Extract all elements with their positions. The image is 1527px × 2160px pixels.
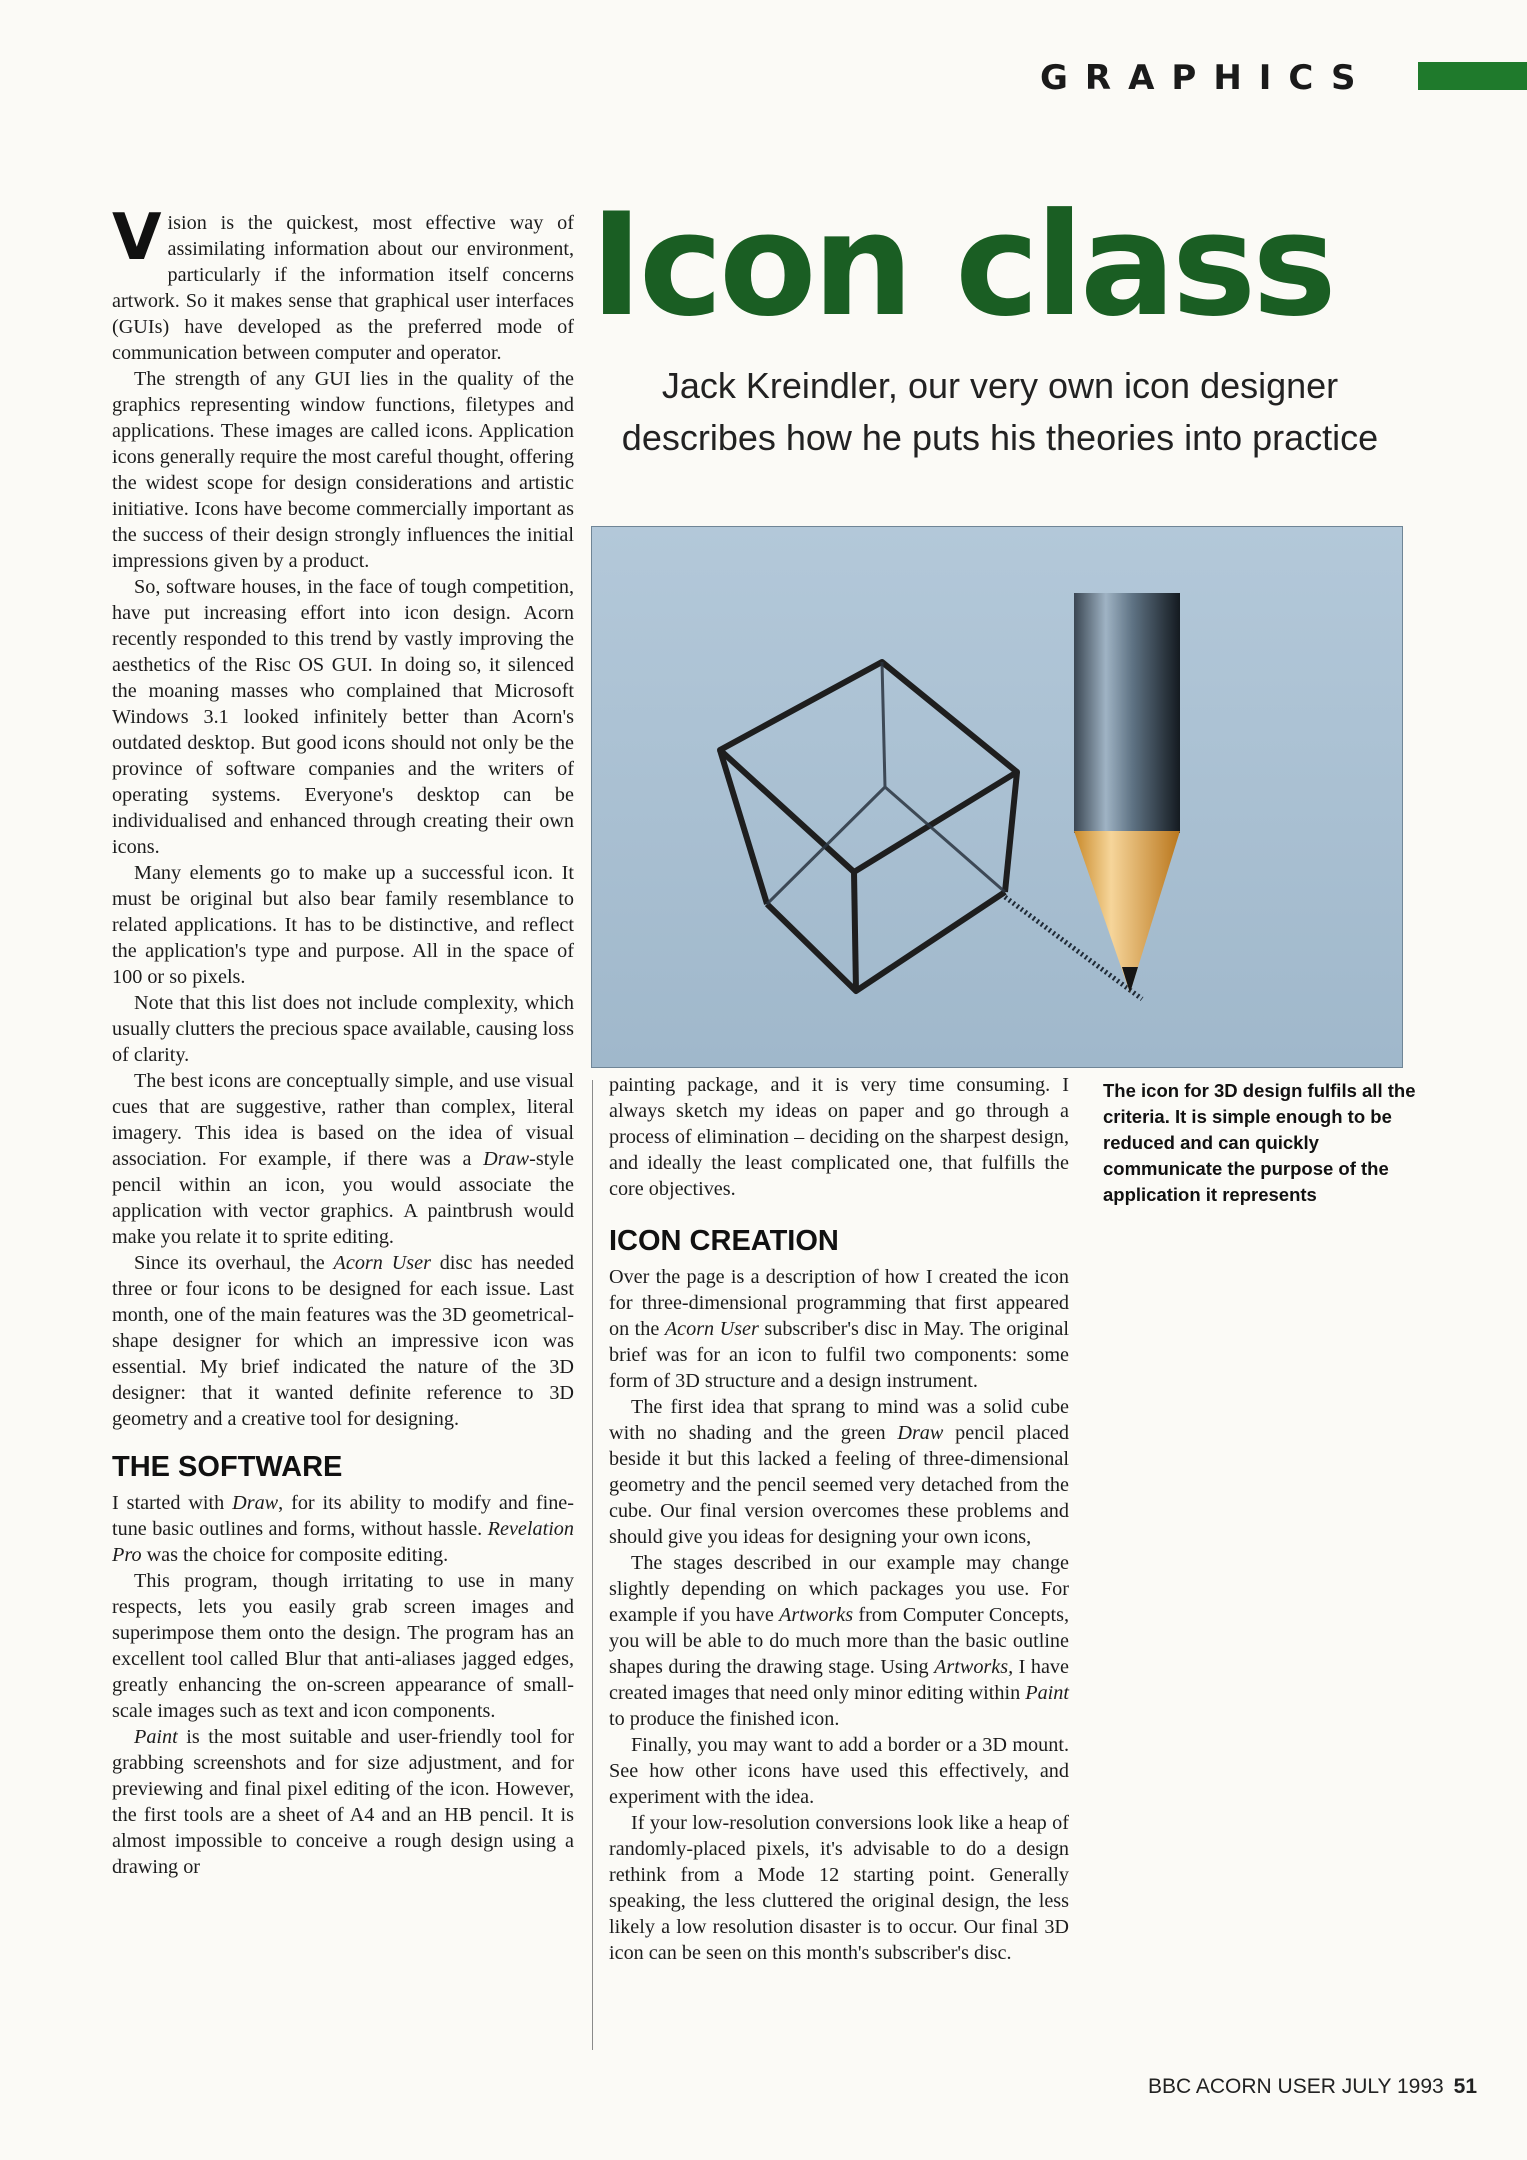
paragraph: The strength of any GUI lies in the quality of the graphics representing window functions, filetypes and applications. These images are called icons. Application icons generally require the most careful thought, offering the widest scope for design considerations and artistic initiative. Icons have become commercially important as the success of their design strongly influences the initial impressions given by a product. — [112, 368, 574, 572]
paragraph: The stages described in our example may change slightly depending on which packages you use. For example if you have Artworks from Computer Concepts, you will be able to do much more than the basic outline shapes during the drawing stage. Using Artworks, I have created images that need only minor editing within Paint to produce the finished icon. — [609, 1552, 1069, 1730]
article-title: Icon class — [590, 183, 1333, 348]
paragraph: Since its overhaul, the Acorn User disc has needed three or four icons to be designed for each issue. Last month, one of the main features was the 3D geometrical-shape designer for which an impressive icon was essential. My brief indicated the nature of the 3D designer: that it wanted definite reference to 3D geometry and a creative tool for designing. — [112, 1252, 574, 1430]
paragraph: Finally, you may want to add a border or a 3D mount. See how other icons have used this effectively, and experiment with the idea. — [609, 1734, 1069, 1808]
subhead-icon-creation: ICON CREATION — [609, 1225, 839, 1257]
section-label: GRAPHICS — [1040, 58, 1373, 98]
cube-and-pencil-icon — [592, 527, 1402, 1067]
standfirst — [590, 360, 1410, 464]
paragraph: Paint is the most suitable and user-friendly tool for grabbing screenshots and for size adjustment, and for previewing and final pixel editing of the icon. However, the first tools are a sheet of A4 and an HB pencil. It is almost impossible to conceive a rough design using a drawing or — [112, 1726, 574, 1878]
paragraph: Many elements go to make up a successful icon. It must be original but also bear family resemblance to related applications. It has to be distinctive, and reflect the application's type and purpose. All in the space of 100 or so pixels. — [112, 862, 574, 988]
paragraph: So, software houses, in the face of tough competition, have put increasing effort into icon design. Acorn recently responded to this trend by vastly improving the aesthetics of the Risc OS GUI. In doing so, it silenced the moaning masses who complained that Microsoft Windows 3.1 looked infinitely better than Acorn's outdated desktop. But good icons should not only be the province of software companies and the writers of operating systems. Everyone's desktop can be individualised and enhanced through creating their own icons. — [112, 576, 574, 858]
paragraph: Over the page is a description of how I created the icon for three-dimensional programming that first appeared on the Acorn User subscriber's disc in May. The original brief was for an icon to fulfil two components: some form of 3D structure and a design instrument. — [609, 1266, 1069, 1392]
page-number: 51 — [1453, 2075, 1478, 2098]
column-rule — [592, 1080, 593, 2050]
subhead-the-software: THE SOFTWARE — [112, 1451, 343, 1483]
drop-cap: V — [112, 201, 162, 275]
article-figure — [591, 526, 1403, 1068]
paragraph: I started with Draw, for its ability to modify and fine-tune basic outlines and forms, without hassle. Revelation Pro was the choice for composite editing. — [112, 1492, 574, 1566]
paragraph: If your low-resolution conversions look like a heap of randomly-placed pixels, it's advisable to do a design rethink from a Mode 12 starting point. Generally speaking, the less cluttered the original design, the less likely a low resolution disaster is to occur. Our final 3D icon can be seen on this month's subscriber's disc. — [609, 1812, 1069, 1964]
paragraph: The best icons are conceptually simple, and use visual cues that are suggestive, rather than complex, literal imagery. This idea is based on the idea of visual association. For example, if there was a Draw-style pencil within an icon, you would associate the application with vector graphics. A paintbrush would make you relate it to sprite editing. — [112, 1070, 574, 1248]
paragraph: Note that this list does not include complexity, which usually clutters the precious space available, causing loss of clarity. — [112, 992, 574, 1066]
paragraph: This program, though irritating to use in many respects, lets you easily grab screen images and superimpose them onto the design. The program has an excellent tool called Blur that anti-aliases jagged edges, greatly enhancing the on-screen appearance of small-scale images such as text and icon components. — [112, 1570, 574, 1722]
paragraph: painting package, and it is very time consuming. I always sketch my ideas on paper and go through a process of elimination – deciding on the sharpest design, and ideally the least complicated one, that fulfills the core objectives. — [609, 1074, 1069, 1200]
page-footer — [1148, 2075, 1477, 2099]
column-2 — [609, 1072, 1069, 1966]
figure-caption: The icon for 3D design fulfils all the criteria. It is simple enough to be reduced and can quickly communicate the purpose of the application it represents — [1103, 1080, 1416, 1205]
paragraph: The first idea that sprang to mind was a solid cube with no shading and the green Draw pencil placed beside it but this lacked a feeling of three-dimensional geometry and the pencil seemed very detached from the cube. Our final version overcomes these problems and should give you ideas for designing your own icons, — [609, 1396, 1069, 1548]
standfirst-line-1: Jack Kreindler, our very own icon designer — [661, 365, 1339, 406]
standfirst-line-2: describes how he puts his theories into practice — [621, 417, 1379, 458]
section-accent-bar — [1418, 62, 1527, 90]
publication-info: BBC ACORN USER JULY 1993 — [1148, 2075, 1444, 2098]
column-1 — [112, 201, 574, 1880]
paragraph: Vision is the quickest, most effective way of assimilating information about our environment, particularly if the information itself concerns artwork. So it makes sense that graphical user interfaces (GUIs) have developed as the preferred mode of communication between computer and operator. — [112, 201, 574, 364]
figure-background — [592, 527, 1402, 1067]
